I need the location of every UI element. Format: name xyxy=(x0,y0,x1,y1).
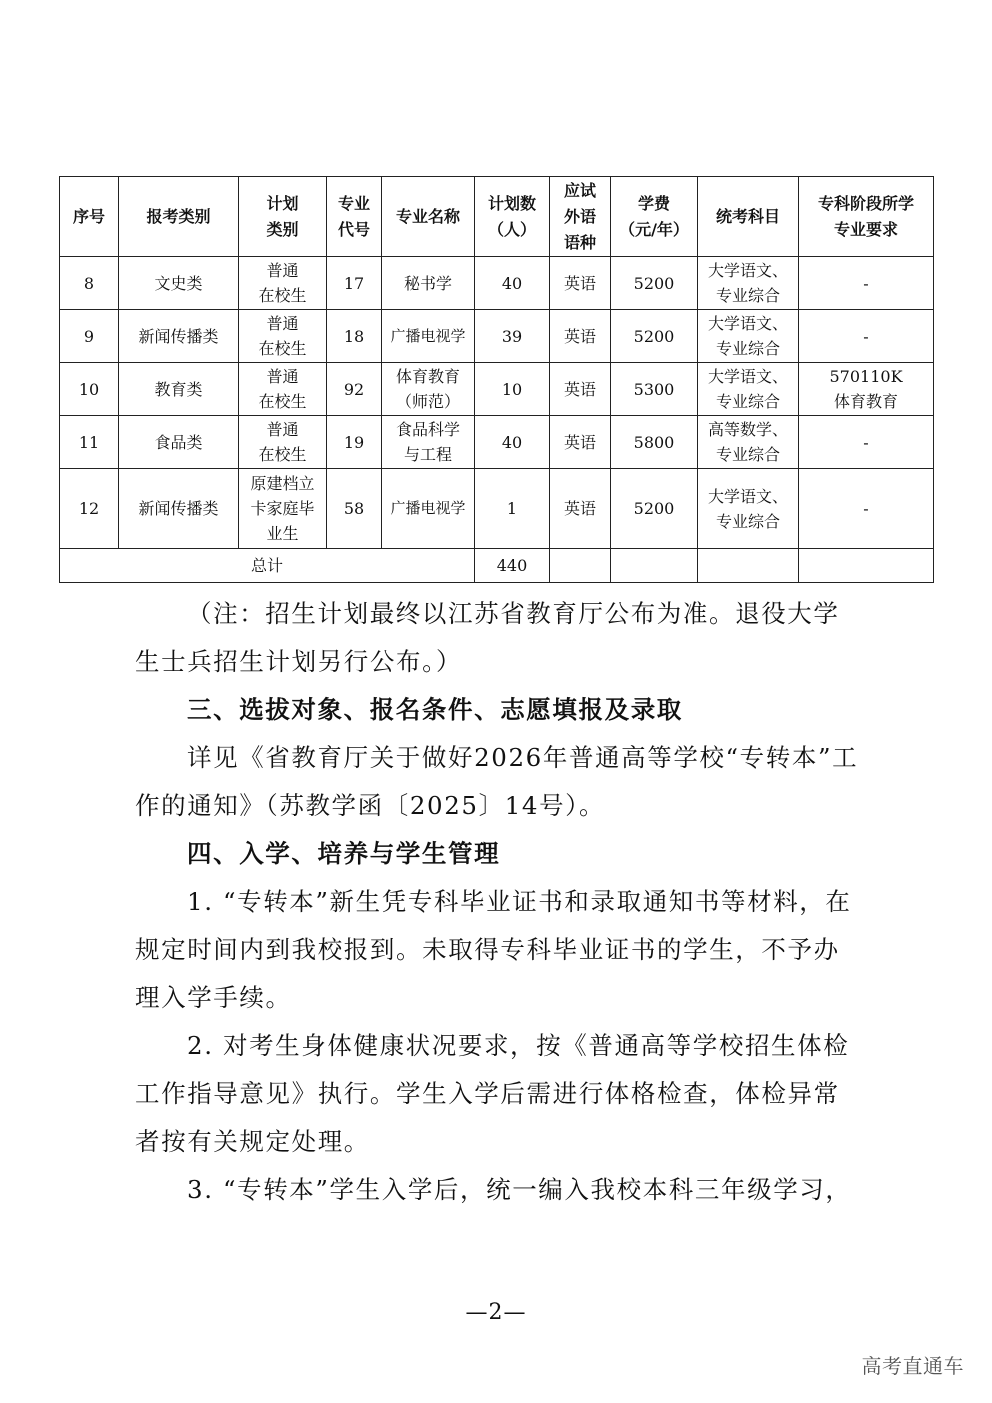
section-4-heading: 四、入学、培养与学生管理 xyxy=(187,839,501,868)
cell-major-code: 17 xyxy=(327,257,382,310)
table-row xyxy=(60,363,934,416)
cell-language: 英语 xyxy=(550,257,611,310)
cell-major-name: 秘书学 xyxy=(382,257,475,310)
section-3-paragraph: 详见《省教育厅关于做好2026年普通高等学校“专转本”工作的通知》（苏教学函〔2025〕14号）。 xyxy=(135,743,859,820)
cell-plan-type: 普通 在校生 xyxy=(239,416,327,469)
cell-major-code: 19 xyxy=(327,416,382,469)
table-row xyxy=(60,469,934,549)
header-exam-subjects: 统考科目 xyxy=(698,177,799,257)
cell-major-name: 食品科学 与工程 xyxy=(382,416,475,469)
cell-major-name: 体育教育 （师范） xyxy=(382,363,475,416)
cell-plan-type: 原建档立 卡家庭毕 业生 xyxy=(239,469,327,549)
enrollment-plan-table xyxy=(59,176,934,583)
cell-plan-count: 1 xyxy=(475,469,550,549)
item-3-paragraph: 3. “专转本”学生入学后，统一编入我校本科三年级学习， xyxy=(187,1175,852,1204)
body-text xyxy=(135,590,861,1214)
header-plan-count: 计划数 （人） xyxy=(475,177,550,257)
cell-plan-type: 普通 在校生 xyxy=(239,257,327,310)
cell-exam-subjects: 大学语文、 专业综合 xyxy=(698,363,799,416)
cell-plan-count: 39 xyxy=(475,310,550,363)
header-major-code: 专业 代号 xyxy=(327,177,382,257)
total-empty-cell xyxy=(698,549,799,583)
cell-major-code: 18 xyxy=(327,310,382,363)
cell-major-requirement: - xyxy=(799,416,934,469)
cell-major-requirement: - xyxy=(799,310,934,363)
cell-plan-count: 40 xyxy=(475,257,550,310)
cell-index: 12 xyxy=(60,469,119,549)
table-row xyxy=(60,416,934,469)
total-value: 440 xyxy=(475,549,550,583)
cell-plan-count: 10 xyxy=(475,363,550,416)
page-number: —2— xyxy=(465,1300,527,1325)
cell-major-requirement: - xyxy=(799,469,934,549)
header-index: 序号 xyxy=(60,177,119,257)
section-3-heading: 三、选拔对象、报名条件、志愿填报及录取 xyxy=(187,695,683,724)
cell-language: 英语 xyxy=(550,469,611,549)
cell-major-requirement: 570110K 体育教育 xyxy=(799,363,934,416)
cell-major-code: 58 xyxy=(327,469,382,549)
cell-index: 10 xyxy=(60,363,119,416)
cell-exam-subjects: 高等数学、 专业综合 xyxy=(698,416,799,469)
watermark: 高考直通车 xyxy=(861,1354,964,1378)
item-1-paragraph: 1. “专转本”新生凭专科毕业证书和录取通知书等材料，在规定时间内到我校报到。未取得专科毕业证书的学生，不予办理入学手续。 xyxy=(135,887,852,1012)
total-empty-cell xyxy=(611,549,698,583)
cell-category: 新闻传播类 xyxy=(119,310,239,363)
cell-exam-subjects: 大学语文、 专业综合 xyxy=(698,310,799,363)
cell-category: 新闻传播类 xyxy=(119,469,239,549)
cell-index: 8 xyxy=(60,257,119,310)
cell-major-name: 广播电视学 xyxy=(382,469,475,549)
cell-tuition: 5200 xyxy=(611,257,698,310)
header-major-requirement: 专科阶段所学 专业要求 xyxy=(799,177,934,257)
header-category: 报考类别 xyxy=(119,177,239,257)
header-language: 应试 外语 语种 xyxy=(550,177,611,257)
cell-tuition: 5200 xyxy=(611,310,698,363)
table-row xyxy=(60,310,934,363)
note-paragraph: （注：招生计划最终以江苏省教育厅公布为准。退役大学生士兵招生计划另行公布。） xyxy=(135,599,840,676)
cell-plan-type: 普通 在校生 xyxy=(239,310,327,363)
cell-index: 9 xyxy=(60,310,119,363)
cell-category: 食品类 xyxy=(119,416,239,469)
cell-plan-type: 普通 在校生 xyxy=(239,363,327,416)
cell-language: 英语 xyxy=(550,310,611,363)
total-empty-cell xyxy=(550,549,611,583)
table-header-row xyxy=(60,177,934,257)
cell-index: 11 xyxy=(60,416,119,469)
header-plan-type: 计划 类别 xyxy=(239,177,327,257)
header-tuition: 学费 （元/年） xyxy=(611,177,698,257)
header-major-name: 专业名称 xyxy=(382,177,475,257)
total-empty-cell xyxy=(799,549,934,583)
cell-exam-subjects: 大学语文、 专业综合 xyxy=(698,257,799,310)
cell-tuition: 5800 xyxy=(611,416,698,469)
table-total-row xyxy=(60,549,934,583)
cell-language: 英语 xyxy=(550,416,611,469)
cell-major-name: 广播电视学 xyxy=(382,310,475,363)
cell-plan-count: 40 xyxy=(475,416,550,469)
item-2-paragraph: 2. 对考生身体健康状况要求，按《普通高等学校招生体检工作指导意见》执行。学生入学后需进行体格检查，体检异常者按有关规定处理。 xyxy=(135,1031,850,1156)
total-label: 总计 xyxy=(60,549,475,583)
cell-major-requirement: - xyxy=(799,257,934,310)
cell-category: 教育类 xyxy=(119,363,239,416)
cell-category: 文史类 xyxy=(119,257,239,310)
cell-exam-subjects: 大学语文、 专业综合 xyxy=(698,469,799,549)
cell-language: 英语 xyxy=(550,363,611,416)
cell-major-code: 92 xyxy=(327,363,382,416)
cell-tuition: 5300 xyxy=(611,363,698,416)
table-row xyxy=(60,257,934,310)
cell-tuition: 5200 xyxy=(611,469,698,549)
